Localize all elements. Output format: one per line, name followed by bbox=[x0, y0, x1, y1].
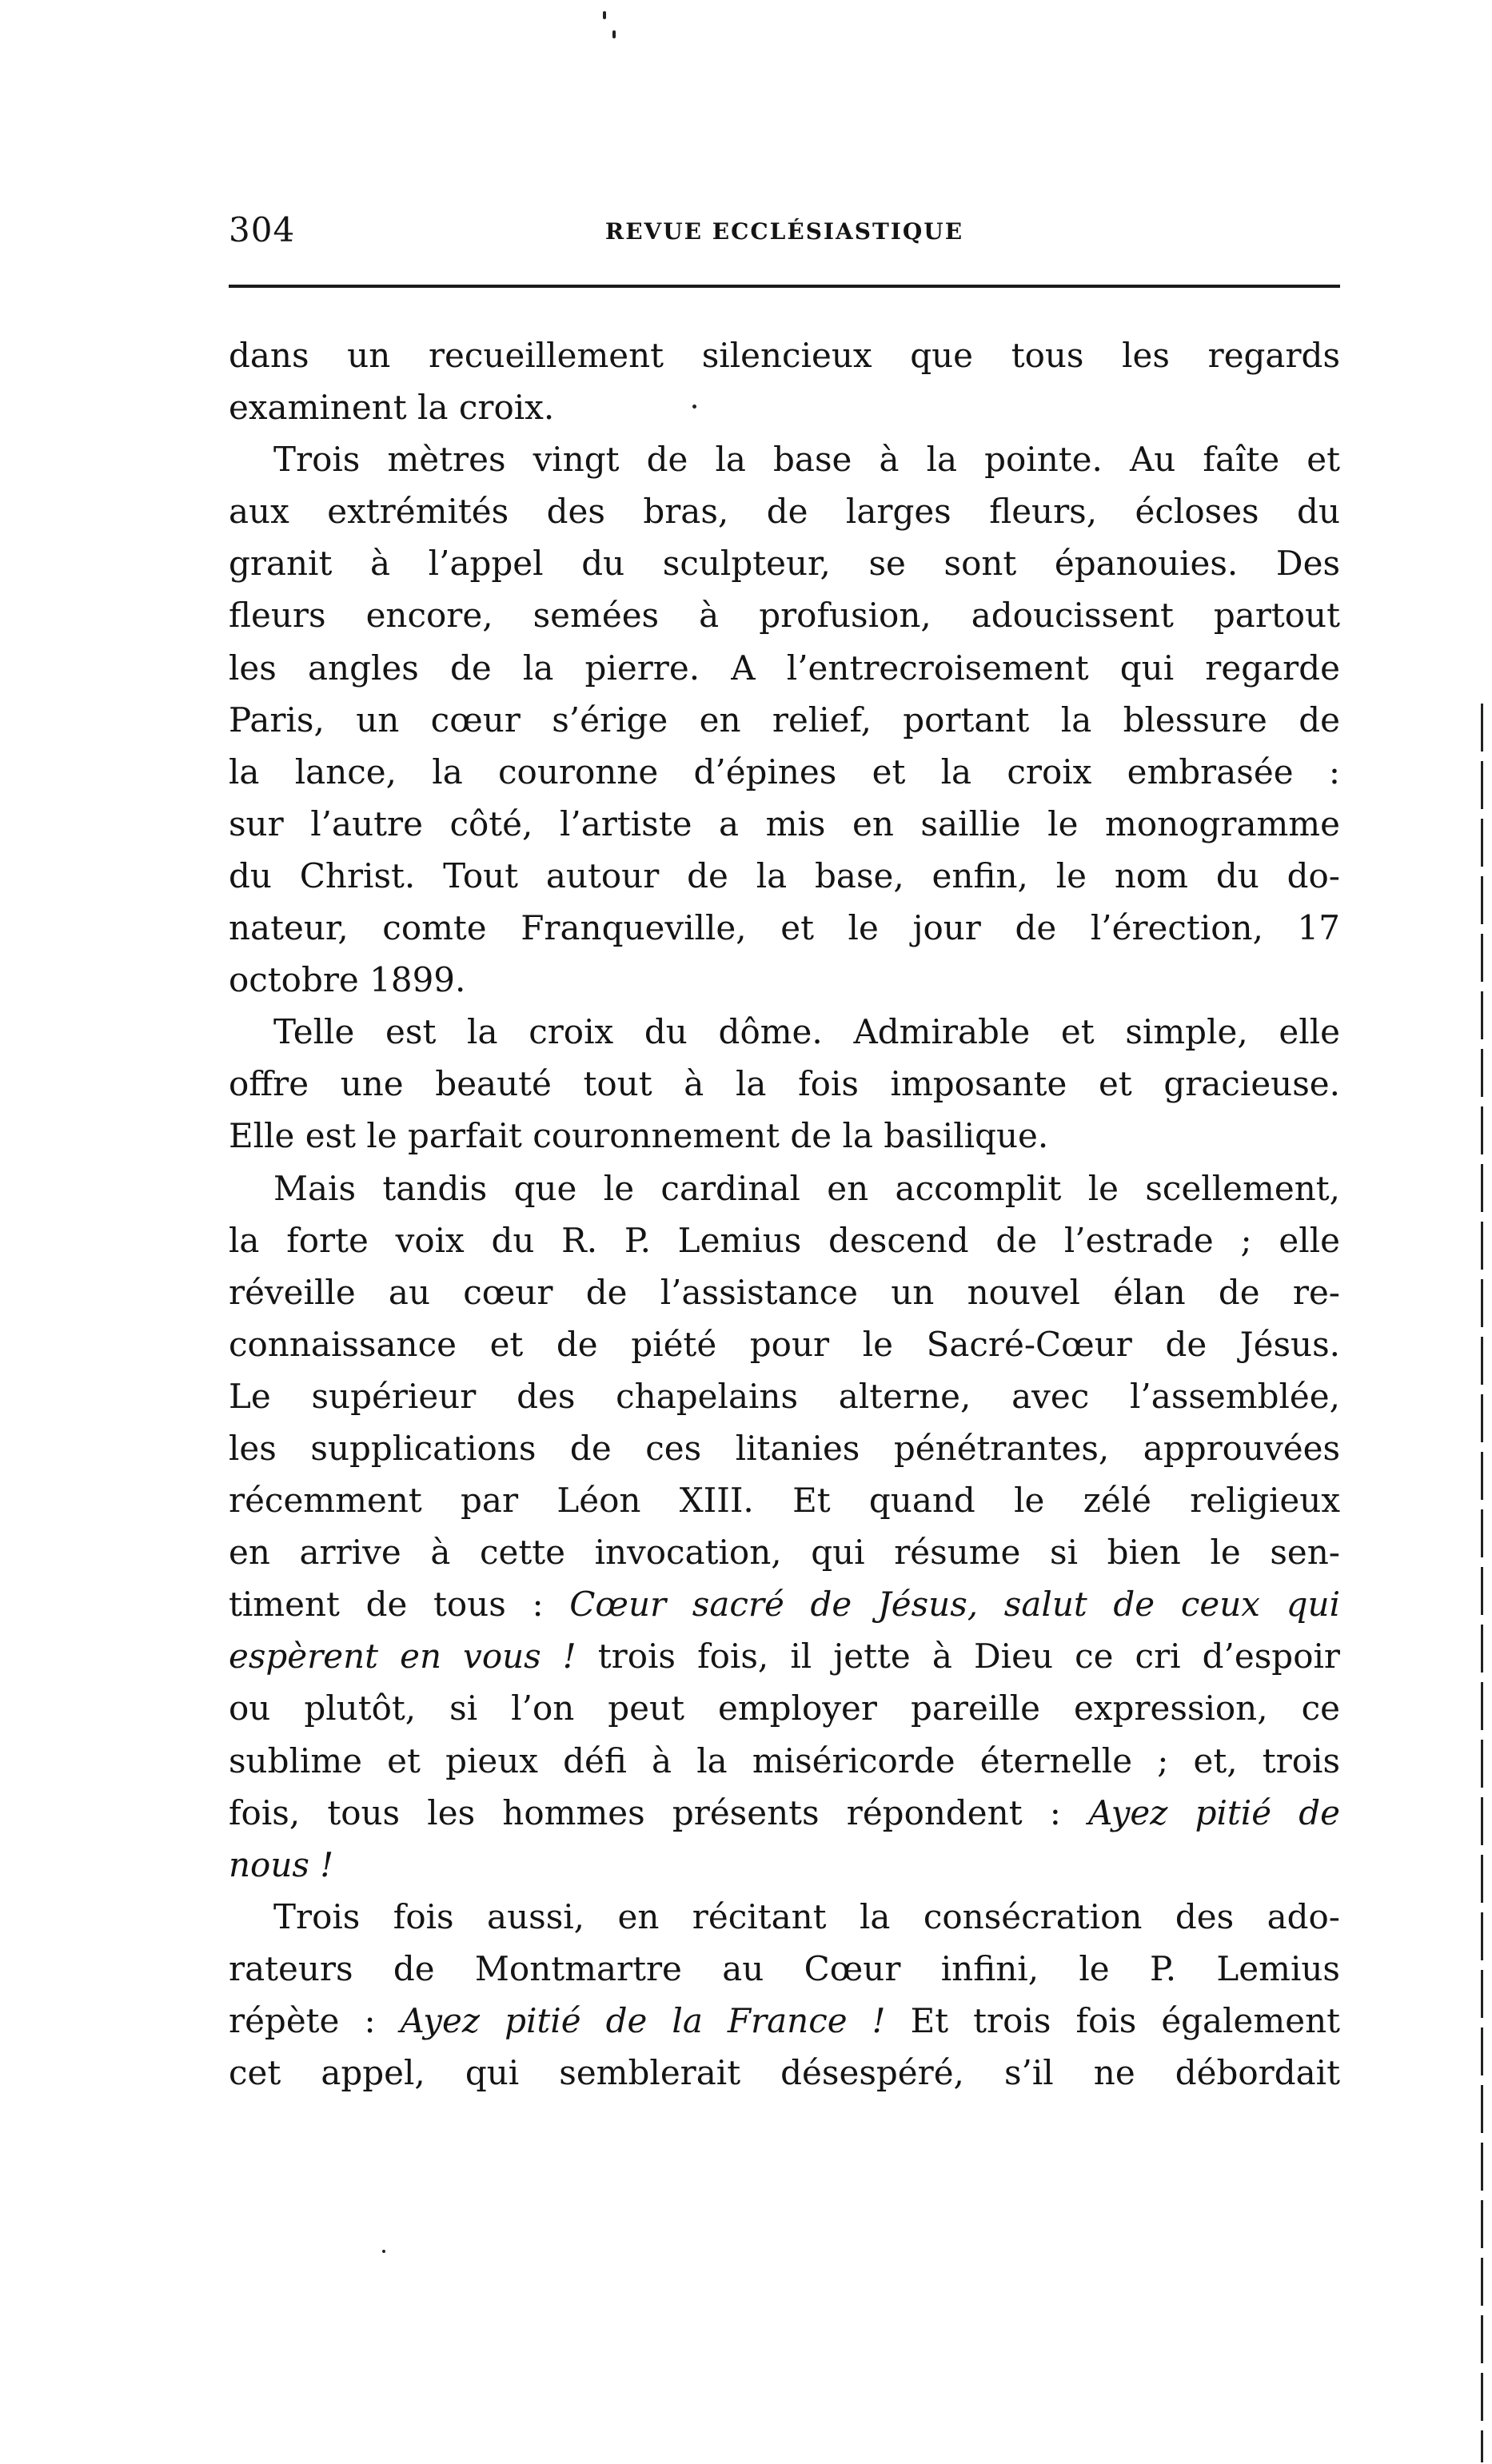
text-line bbox=[229, 1006, 1340, 1058]
text-segment: répète : bbox=[229, 2001, 401, 2040]
text-line bbox=[229, 798, 1340, 850]
text-segment: octobre 1899. bbox=[229, 960, 466, 1000]
text-segment: Cœur sacré de Jésus, salut de ceux qui bbox=[569, 1585, 1340, 1625]
text-segment: les supplications de ces litanies pénétrantes, approuvées bbox=[229, 1428, 1340, 1468]
text-line bbox=[229, 954, 1340, 1006]
text-line bbox=[229, 1266, 1340, 1318]
text-line bbox=[229, 1110, 1340, 1162]
text-line bbox=[229, 1474, 1340, 1526]
text-line bbox=[229, 537, 1340, 589]
text-line bbox=[229, 1630, 1340, 1682]
text-line bbox=[229, 433, 1340, 485]
text-line bbox=[229, 381, 1340, 433]
text-segment: récemment par Léon XIII. Et quand le zélé religieux bbox=[229, 1481, 1340, 1521]
text-line bbox=[229, 1370, 1340, 1422]
page-number: 304 bbox=[229, 210, 296, 249]
text-line bbox=[229, 746, 1340, 798]
text-segment: en arrive à cette invocation, qui résume si bien le sen- bbox=[229, 1533, 1340, 1573]
text-segment: ou plutôt, si l’on peut employer pareille expression, ce bbox=[229, 1689, 1340, 1728]
text-segment: nous ! bbox=[229, 1844, 334, 1884]
ink-speck bbox=[382, 2250, 385, 2253]
header-rule bbox=[229, 285, 1340, 288]
text-line bbox=[229, 1162, 1340, 1214]
text-segment: Paris, un cœur s’érige en relief, portant la blessure de bbox=[229, 700, 1340, 740]
text-line bbox=[229, 1318, 1340, 1370]
text-line bbox=[229, 329, 1340, 381]
text-segment: examinent la croix. bbox=[229, 388, 555, 428]
text-segment: Telle est la croix du dôme. Admirable et simple, elle bbox=[273, 1012, 1340, 1052]
text-segment: Et trois fois également bbox=[885, 2001, 1340, 2040]
text-line bbox=[229, 1787, 1340, 1839]
text-segment: trois fois, il jette à Dieu ce cri d’espoir bbox=[576, 1637, 1340, 1677]
text-line bbox=[229, 1995, 1340, 2047]
text-line bbox=[229, 694, 1340, 746]
text-segment: offre une beauté tout à la fois imposante et gracieuse. bbox=[229, 1064, 1340, 1104]
text-segment: du Christ. Tout autour de la base, enfin, le nom du do- bbox=[229, 855, 1340, 895]
text-segment: connaissance et de piété pour le Sacré-Cœur de Jésus. bbox=[229, 1324, 1340, 1364]
text-segment: granit à l’appel du sculpteur, se sont épanouies. Des bbox=[229, 544, 1340, 584]
text-segment: sublime et pieux défi à la miséricorde éternelle ; et, trois bbox=[229, 1740, 1340, 1780]
text-segment: Trois fois aussi, en récitant la consécration des ado- bbox=[273, 1896, 1340, 1936]
text-segment: la lance, la couronne d’épines et la croix embrasée : bbox=[229, 752, 1340, 791]
text-line bbox=[229, 1214, 1340, 1266]
text-line bbox=[229, 850, 1340, 902]
text-line bbox=[229, 2047, 1340, 2099]
text-segment: sur l’autre côté, l’artiste a mis en saillie le monogramme bbox=[229, 803, 1340, 843]
text-line bbox=[229, 1735, 1340, 1787]
text-segment: nateur, comte Franqueville, et le jour de l’érection, 17 bbox=[229, 908, 1340, 948]
text-line bbox=[229, 902, 1340, 954]
text-segment: la forte voix du R. P. Lemius descend de l’estrade ; elle bbox=[229, 1220, 1340, 1260]
body-text bbox=[229, 329, 1340, 2099]
text-line bbox=[229, 485, 1340, 537]
running-head: REVUE ECCLÉSIASTIQUE bbox=[604, 218, 964, 245]
text-segment: Mais tandis que le cardinal en accomplit le scellement, bbox=[273, 1168, 1340, 1208]
text-segment: espèrent en vous ! bbox=[229, 1637, 576, 1677]
text-segment: aux extrémités des bras, de larges fleurs, écloses du bbox=[229, 492, 1340, 532]
text-line bbox=[229, 1578, 1340, 1630]
text-line bbox=[229, 1839, 1340, 1891]
text-segment: Ayez pitié de la France ! bbox=[400, 2001, 886, 2040]
text-line bbox=[229, 589, 1340, 641]
text-line bbox=[229, 1891, 1340, 1943]
page-header bbox=[229, 206, 1340, 254]
text-segment: Elle est le parfait couronnement de la basilique. bbox=[229, 1116, 1049, 1156]
text-segment: dans un recueillement silencieux que tous les regards bbox=[229, 336, 1340, 375]
text-line bbox=[229, 1943, 1340, 1995]
text-line bbox=[229, 1058, 1340, 1110]
text-segment: réveille au cœur de l’assistance un nouvel élan de re- bbox=[229, 1272, 1340, 1312]
text-segment: les angles de la pierre. A l’entrecroisement qui regarde bbox=[229, 648, 1340, 688]
margin-rule bbox=[1481, 704, 1483, 2462]
ink-speck bbox=[612, 30, 616, 38]
ink-speck bbox=[692, 405, 696, 409]
text-segment: cet appel, qui semblerait désespéré, s’il ne débordait bbox=[229, 2053, 1340, 2093]
text-segment: Trois mètres vingt de la base à la pointe. Au faîte et bbox=[273, 440, 1340, 480]
text-segment: rateurs de Montmartre au Cœur infini, le P. Lemius bbox=[229, 1948, 1340, 1988]
text-segment: Ayez pitié de bbox=[1088, 1792, 1340, 1832]
text-line bbox=[229, 642, 1340, 694]
text-segment: Le supérieur des chapelains alterne, avec l’assemblée, bbox=[229, 1376, 1340, 1416]
text-segment: fois, tous les hommes présents répondent : bbox=[229, 1792, 1089, 1832]
ink-speck bbox=[603, 11, 606, 19]
text-line bbox=[229, 1526, 1340, 1578]
text-segment: fleurs encore, semées à profusion, adoucissent partout bbox=[229, 596, 1340, 636]
text-line bbox=[229, 1422, 1340, 1474]
text-segment: timent de tous : bbox=[229, 1585, 570, 1625]
text-line bbox=[229, 1682, 1340, 1734]
